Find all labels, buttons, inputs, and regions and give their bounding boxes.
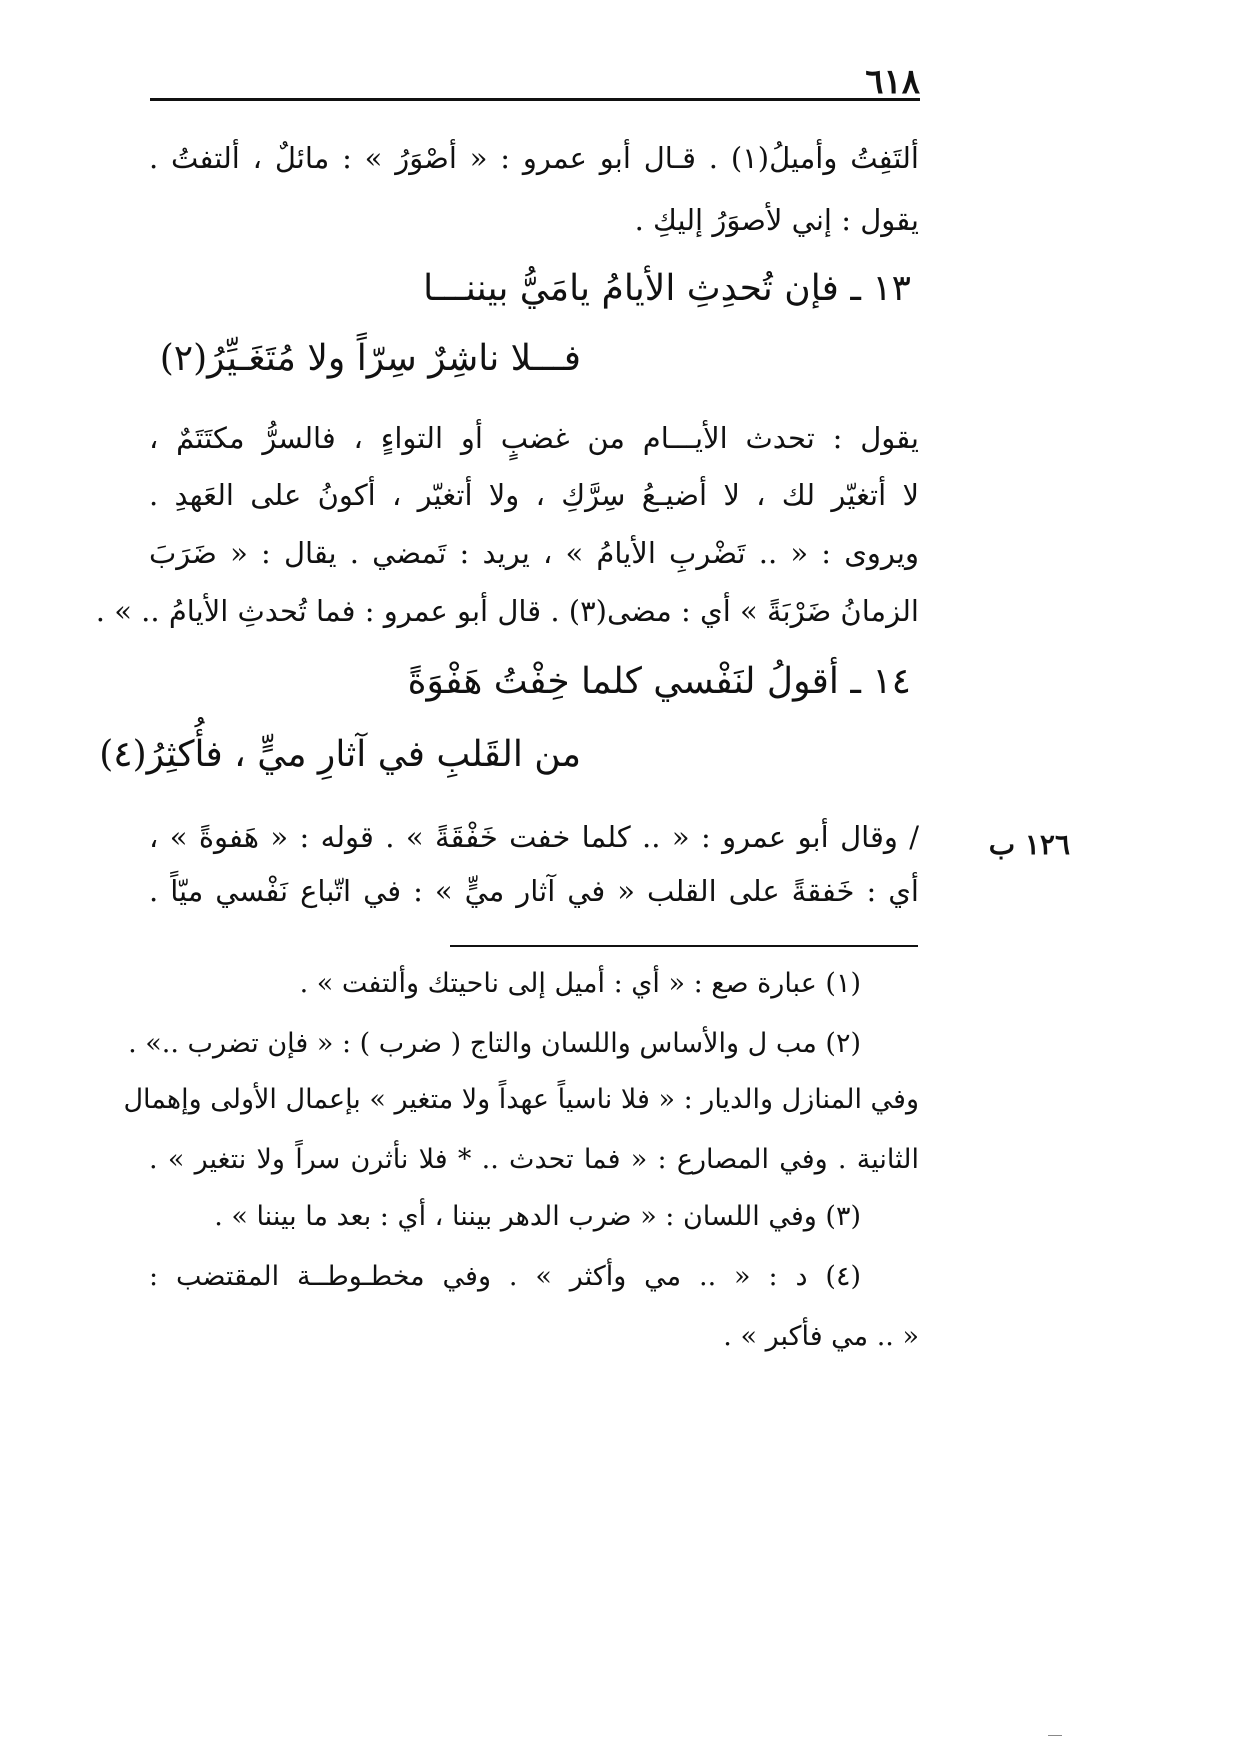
footnote-2-line-2: وفي المنازل والديار : « فلا ناسياً عهداً ولا متغير » بإعمال الأولى وإهمال [123,1084,919,1115]
footnote-1: (١) عبارة صع : « أي : أميل إلى ناحيتك وألتفت » . [299,968,861,999]
header-rule [150,98,920,101]
scan-corner-mark [1048,1735,1062,1736]
verse-13-first-hemistich: ١٣ ـ فإن تُحدِثِ الأيامُ يامَيُّ بيننـــا [423,268,911,309]
body-line-4: لا أتغيّر لك ، لا أضيـعُ سِرَّكِ ، ولا أتغيّر ، أكونُ على العَهدِ . [149,478,919,512]
body-line-3: يقول : تحدث الأيـــام من غضبٍ أو التواءٍ ، فالسرُّ مكتَتَمٌ ، [149,421,919,455]
verse-14-second-hemistich: من القَلبِ في آثارِ ميٍّ ، فأُكثِرُ(٤) [99,734,581,775]
verse-13-second-hemistich: فـــلا ناشِرٌ سِرّاً ولا مُتَغَـيِّرُ(٢) [159,338,581,379]
page-number: ٦١٨ [865,62,920,102]
body-line-5: ويروى : « .. تَضْربِ الأيامُ » ، يريد : تَمضي . يقال : « ضَرَبَ [149,536,919,570]
body-line-7: / وقال أبو عمرو : « .. كلما خفت خَفْقَةً » . قوله : « هَفوةً » ، [149,820,919,854]
footnote-3: (٣) وفي اللسان : « ضرب الدهر بيننا ، أي : بعد ما بيننا » . [214,1201,861,1232]
body-line-1: ألتَفِتُ وأميلُ(١) . قـال أبو عمرو : « أصْوَرُ » : مائلٌ ، ألتفتُ . [149,141,919,175]
footnote-4-line-2: « .. مي فأكبر » . [723,1321,919,1352]
footnote-4-line-1: (٤) د : « .. مي وأكثر » . وفي مخطـوطــة المقتضب : [149,1261,861,1292]
body-line-6: الزمانُ ضَرْبَةً » أي : مضى(٣) . قال أبو عمرو : فما تُحدثِ الأيامُ .. » . [95,594,919,628]
body-line-8: أي : خَفقةً على القلب « في آثار ميٍّ » : في اتّباع نَفْسي ميّاً . [149,874,919,908]
footnote-2-line-1: (٢) مب ل والأساس واللسان والتاج ( ضرب ) : « فإن تضرب ..» . [128,1028,861,1059]
footnote-2-line-3: الثانية . وفي المصارع : « فما تحدث .. * فلا نأثرن سراً ولا نتغير » . [149,1144,919,1175]
body-line-2: يقول : إني لأصوَرُ إليكِ . [634,203,919,237]
manuscript-folio-reference: ١٢٦ ب [988,828,1070,861]
verse-14-first-hemistich: ١٤ ـ أقولُ لنَفْسي كلما خِفْتُ هَفْوَةً [407,661,911,702]
footnote-rule [450,945,918,947]
